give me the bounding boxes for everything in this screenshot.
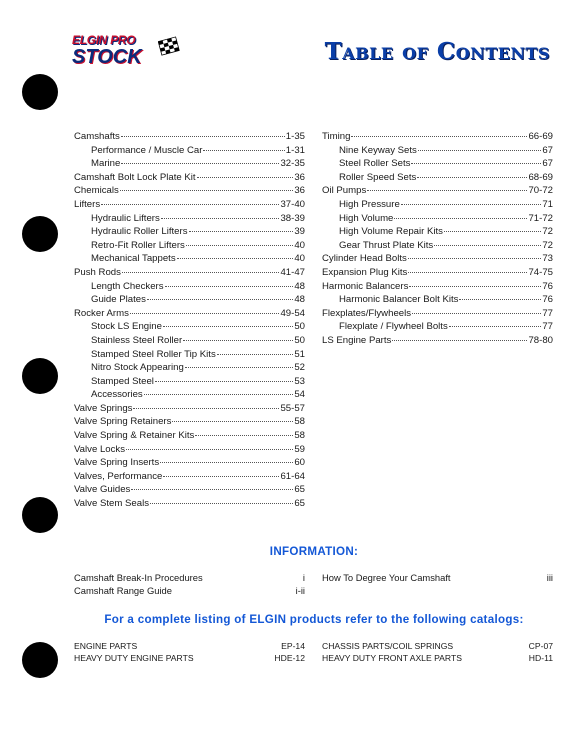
toc-entry-label: Push Rods	[74, 266, 121, 278]
toc-entry-page: 59	[294, 443, 305, 455]
info-item-label: How To Degree Your Camshaft	[322, 572, 451, 583]
toc-entry-label: Stainless Steel Roller	[91, 334, 183, 346]
dot-leader	[101, 194, 279, 205]
toc-entry-page: 71	[542, 198, 553, 210]
toc-entry-label: Lifters	[74, 198, 101, 210]
toc-entry-label: High Volume Repair Kits	[339, 226, 443, 238]
catalog-item-label: CHASSIS PARTS/COIL SPRINGS	[322, 641, 454, 651]
dot-leader	[392, 330, 527, 341]
toc-entry	[74, 495, 305, 509]
toc-entry-label: Valve Spring Inserts	[74, 457, 160, 469]
dot-leader	[418, 140, 541, 151]
dot-leader	[126, 439, 293, 450]
toc-entry-page: 65	[294, 498, 305, 510]
toc-entry-label: Retro-Fit Roller Lifters	[91, 239, 185, 251]
toc-entry-label: Oil Pumps	[322, 185, 367, 197]
toc-entry-page: 76	[542, 280, 553, 292]
toc-entry-page: 38-39	[280, 212, 305, 224]
toc-entry-page: 60	[294, 457, 305, 469]
info-item-label: Camshaft Break-In Procedures	[74, 572, 203, 583]
toc-entry-page: 55-57	[280, 402, 305, 414]
toc-entry-page: 77	[542, 307, 553, 319]
catalog-item-label: ENGINE PARTS	[74, 641, 138, 651]
binder-hole	[22, 497, 58, 533]
catalog-item-code: HDE-12	[274, 653, 305, 663]
dot-leader	[408, 248, 542, 259]
dot-leader	[120, 180, 294, 191]
binder-hole	[22, 74, 58, 110]
toc-entry-label: Valve Stem Seals	[74, 498, 150, 510]
toc-entry-label: Stamped Steel Roller Tip Kits	[91, 348, 216, 360]
catalog-item-code: EP-14	[281, 641, 305, 651]
dot-leader	[144, 384, 294, 395]
toc-entry-page: 58	[294, 430, 305, 442]
brand-logo	[72, 34, 182, 76]
toc-entry-label: Flexplate / Flywheel Bolts	[339, 321, 448, 333]
dot-leader	[121, 153, 279, 164]
dot-leader	[195, 425, 293, 436]
dot-leader	[409, 276, 541, 287]
dot-leader	[155, 371, 293, 382]
toc-entry-label: High Volume	[339, 212, 394, 224]
catalog-item-label: HEAVY DUTY FRONT AXLE PARTS	[322, 653, 462, 663]
dot-leader	[401, 194, 542, 205]
toc-entry-page: 1-35	[285, 131, 305, 142]
toc-entry-label: Steel Roller Sets	[339, 158, 411, 170]
toc-entry-label: Timing	[322, 131, 351, 142]
dot-leader	[434, 235, 541, 246]
dot-leader	[411, 153, 541, 164]
catalog-item	[322, 641, 553, 651]
toc-entry-label: Valve Guides	[74, 484, 131, 496]
catalog-item-code: HD-11	[528, 653, 553, 663]
dot-leader	[185, 357, 294, 368]
toc-entry-label: Chemicals	[74, 185, 119, 197]
dot-leader	[121, 126, 285, 137]
toc-entry-label: Nine Keyway Sets	[339, 144, 417, 156]
toc-entry-label: Hydraulic Roller Lifters	[91, 226, 188, 238]
toc-entry-page: 78-80	[528, 334, 553, 346]
catalog-item-label: HEAVY DUTY ENGINE PARTS	[74, 653, 194, 663]
info-item-page: iii	[546, 572, 553, 583]
dot-leader	[449, 316, 542, 327]
toc-entry-page: 67	[542, 144, 553, 156]
toc-entry-label: Mechanical Tappets	[91, 253, 176, 265]
toc-entry-label: Marine	[91, 158, 121, 170]
toc-entry-page: 50	[294, 321, 305, 333]
dot-leader	[203, 140, 284, 151]
logo-text-top: ELGIN PRO	[72, 33, 136, 47]
toc-entry-page: 61-64	[280, 470, 305, 482]
info-item	[74, 585, 305, 596]
toc-entry-label: Valve Springs	[74, 402, 133, 414]
toc-entry-label: Stock LS Engine	[91, 321, 162, 333]
toc-entry-page: 70-72	[528, 185, 553, 197]
catalog-item-code: CP-07	[528, 641, 553, 651]
toc-entry-page: 77	[542, 321, 553, 333]
toc-entry-page: 37-40	[280, 198, 305, 210]
toc-entry-page: 36	[294, 185, 305, 197]
checkered-flag-icon	[158, 36, 180, 58]
toc-entry-label: Stamped Steel	[91, 375, 154, 387]
dot-leader	[163, 466, 279, 477]
toc-entry-page: 67	[542, 158, 553, 170]
dot-leader	[197, 167, 294, 178]
toc-entry-page: 74-75	[528, 266, 553, 278]
toc-entry-label: LS Engine Parts	[322, 334, 392, 346]
info-item-page: i-ii	[295, 585, 305, 596]
dot-leader	[186, 235, 294, 246]
toc-entry-label: Valve Spring & Retainer Kits	[74, 430, 195, 442]
toc-entry-page: 72	[542, 239, 553, 251]
toc-entry-page: 40	[294, 253, 305, 265]
dot-leader	[177, 248, 294, 259]
dot-leader	[131, 479, 293, 490]
binder-hole	[22, 216, 58, 252]
catalogs-heading: For a complete listing of ELGIN products refer to the following catalogs:	[104, 613, 524, 626]
toc-entry-label: Expansion Plug Kits	[322, 266, 408, 278]
dot-leader	[150, 493, 293, 504]
toc-entry-page: 51	[294, 348, 305, 360]
toc-entry-label: Valve Locks	[74, 443, 126, 455]
toc-entry-page: 65	[294, 484, 305, 496]
toc-entry-label: Length Checkers	[91, 280, 164, 292]
dot-leader	[189, 221, 294, 232]
toc-entry-page: 76	[542, 294, 553, 306]
toc-entry-page: 39	[294, 226, 305, 238]
toc-entry-page: 40	[294, 239, 305, 251]
toc-entry-label: Rocker Arms	[74, 307, 129, 319]
toc-entry-page: 58	[294, 416, 305, 428]
toc-entry-label: Flexplates/Flywheels	[322, 307, 412, 319]
toc-entry	[322, 332, 553, 346]
toc-entry-label: Guide Plates	[91, 294, 146, 306]
info-item	[74, 572, 305, 583]
dot-leader	[161, 208, 280, 219]
toc-entry-page: 72	[542, 226, 553, 238]
toc-entry-page: 54	[294, 389, 305, 401]
dot-leader	[133, 398, 279, 409]
dot-leader	[163, 316, 293, 327]
toc-right-column	[322, 128, 553, 346]
toc-entry-page: 48	[294, 294, 305, 306]
toc-entry-page: 32-35	[280, 158, 305, 170]
dot-leader	[172, 411, 293, 422]
dot-leader	[147, 289, 293, 300]
dot-leader	[412, 303, 541, 314]
toc-entry-page: 73	[542, 253, 553, 265]
dot-leader	[408, 262, 527, 273]
toc-entry-label: Accessories	[91, 389, 143, 401]
binder-hole	[22, 358, 58, 394]
dot-leader	[417, 167, 527, 178]
toc-entry-label: Roller Speed Sets	[339, 171, 417, 183]
catalog-item	[74, 641, 305, 651]
info-item	[322, 572, 553, 583]
toc-entry-page: 53	[294, 375, 305, 387]
toc-entry-label: Nitro Stock Appearing	[91, 362, 184, 374]
dot-leader	[351, 126, 527, 137]
binder-hole	[22, 642, 58, 678]
toc-entry-page: 50	[294, 334, 305, 346]
toc-entry-label: Camshafts	[74, 131, 120, 142]
toc-entry-label: Valve Spring Retainers	[74, 416, 172, 428]
dot-leader	[444, 221, 541, 232]
information-heading: INFORMATION:	[269, 545, 359, 558]
dot-leader	[122, 262, 280, 273]
dot-leader	[160, 452, 293, 463]
info-item-page: i	[302, 572, 305, 583]
toc-entry-label: Gear Thrust Plate Kits	[339, 239, 434, 251]
toc-entry-page: 48	[294, 280, 305, 292]
toc-entry-page: 68-69	[528, 171, 553, 183]
info-item-label: Camshaft Range Guide	[74, 585, 172, 596]
toc-entry-page: 66-69	[528, 131, 553, 142]
toc-entry-label: Hydraulic Lifters	[91, 212, 160, 224]
logo-text-bottom: STOCK	[72, 46, 142, 68]
toc-entry-label: Cylinder Head Bolts	[322, 253, 407, 265]
toc-entry-page: 71-72	[528, 212, 553, 224]
dot-leader	[130, 303, 280, 314]
dot-leader	[367, 180, 527, 191]
dot-leader	[165, 276, 294, 287]
toc-entry-page: 41-47	[280, 266, 305, 278]
page-title: Table of Contents	[324, 38, 550, 65]
toc-entry-label: Performance / Muscle Car	[91, 144, 203, 156]
dot-leader	[394, 208, 527, 219]
toc-entry-page: 49-54	[280, 307, 305, 319]
toc-entry-page: 52	[294, 362, 305, 374]
dot-leader	[459, 289, 541, 300]
toc-entry-page: 1-31	[285, 144, 305, 156]
catalog-item	[322, 653, 553, 663]
toc-entry-label: Camshaft Bolt Lock Plate Kit	[74, 171, 196, 183]
toc-entry-label: Harmonic Balancer Bolt Kits	[339, 294, 459, 306]
toc-entry-label: High Pressure	[339, 198, 400, 210]
catalog-item	[74, 653, 305, 663]
toc-entry-label: Valves, Performance	[74, 470, 163, 482]
toc-entry-label: Harmonic Balancers	[322, 280, 409, 292]
dot-leader	[183, 330, 293, 341]
toc-left-column	[74, 128, 305, 509]
toc-entry-page: 36	[294, 171, 305, 183]
dot-leader	[217, 344, 294, 355]
